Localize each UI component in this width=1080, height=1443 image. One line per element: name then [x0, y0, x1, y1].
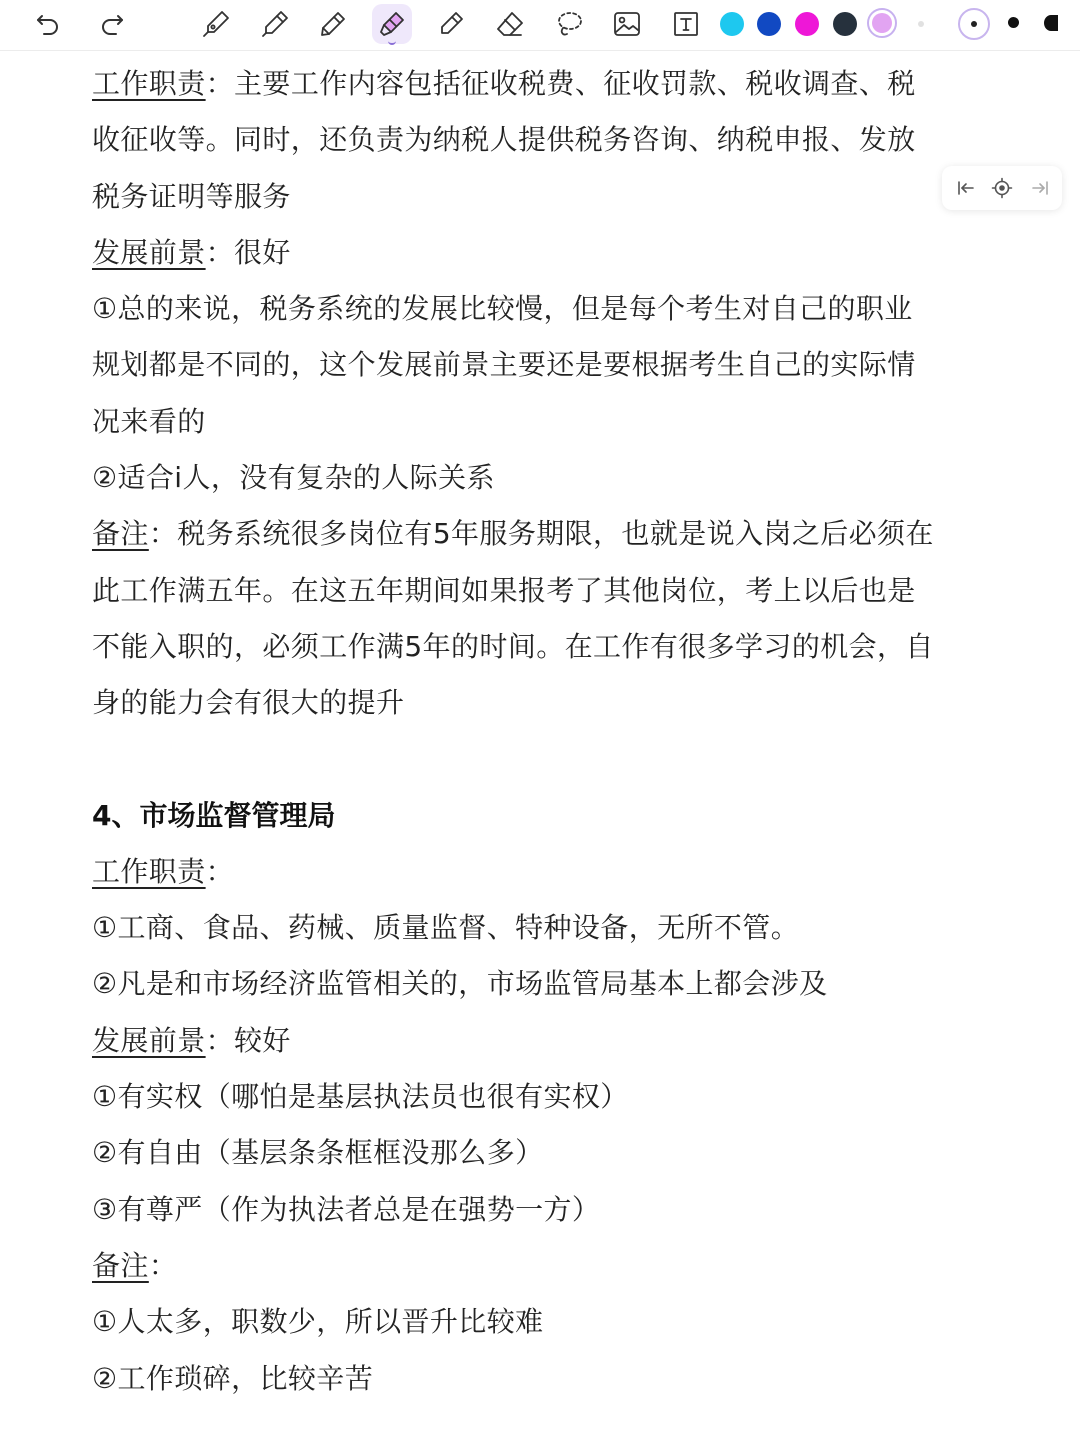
label-separator: ： [148, 517, 178, 551]
duty-paragraph-line: 收征收等。同时，还负责为纳税人提供税务咨询、纳税申报、发放 [92, 123, 916, 157]
locate-icon[interactable] [988, 174, 1016, 202]
section-heading: 4、市场监督管理局 [92, 798, 336, 832]
active-tool-indicator [388, 41, 396, 45]
note-item-line: ②工作琐碎，比较辛苦 [92, 1361, 374, 1395]
note-label: 备注 [92, 517, 149, 551]
outlook-label: 发展前景 [92, 235, 206, 269]
undo-icon[interactable] [28, 4, 68, 44]
note-line [92, 1238, 992, 1294]
note-paragraph-line: 不能入职的，必须工作满5年的时间。在工作有很多学习的机会，自 [92, 629, 934, 663]
highlighter-icon[interactable] [372, 4, 412, 44]
label-separator: ： [205, 235, 235, 269]
eraser-icon[interactable] [490, 4, 530, 44]
note-text: 税务系统很多岗位有5年服务期限，也就是说入岗之后必须在 [177, 517, 934, 551]
lasso-icon[interactable] [549, 4, 589, 44]
duty-paragraph-line: 税务证明等服务 [92, 179, 291, 213]
redo-icon[interactable] [92, 4, 132, 44]
blank-line [92, 732, 992, 788]
duty-label: 工作职责 [92, 67, 206, 100]
duty-label: 工作职责 [92, 854, 206, 888]
color-swatch-dark[interactable] [833, 12, 857, 36]
duty-item-line: ②凡是和市场经济监管相关的，市场监管局基本上都会涉及 [92, 967, 828, 1001]
label-separator: ： [205, 67, 235, 100]
outlook-item-line: ②有自由（基层条条框框没那么多） [92, 1136, 544, 1170]
fountain-pen-icon[interactable] [196, 4, 236, 44]
stroke-size-small[interactable] [958, 8, 990, 40]
color-swatch-magenta[interactable] [795, 12, 819, 36]
note-label: 备注 [92, 1248, 149, 1282]
add-color-dot[interactable] [918, 21, 924, 27]
color-swatch-blue[interactable] [757, 12, 781, 36]
outlook-line [92, 1013, 992, 1069]
outlook-value: 较好 [234, 1023, 291, 1057]
outlook-line [92, 225, 992, 281]
duty-text: 主要工作内容包括征收税费、征收罚款、税收调查、税 [234, 67, 916, 100]
label-separator: ： [205, 1023, 235, 1057]
image-icon[interactable] [607, 4, 647, 44]
label-separator: ： [205, 854, 235, 888]
label-separator: ： [148, 1248, 178, 1282]
drawing-toolbar [0, 0, 1080, 51]
outlook-item-line: ③有尊严（作为执法者总是在强势一方） [92, 1192, 601, 1226]
outlook-item-line: ②适合i人，没有复杂的人际关系 [92, 461, 495, 495]
outlook-label: 发展前景 [92, 1023, 206, 1057]
color-swatch-cyan[interactable] [720, 12, 744, 36]
expand-right-icon[interactable] [1026, 174, 1054, 202]
duty-item-line: ①工商、食品、药械、质量监督、特种设备，无所不管。 [92, 911, 800, 945]
note-paragraph-line: 此工作满五年。在这五年期间如果报考了其他岗位，考上以后也是 [92, 573, 916, 607]
note-paragraph-line: 身的能力会有很大的提升 [92, 686, 405, 720]
outlook-item-line: 况来看的 [92, 404, 206, 438]
note-item-line: ①人太多，职数少，所以晋升比较难 [92, 1305, 544, 1339]
marker-icon[interactable] [431, 4, 471, 44]
outlook-item-line: ①有实权（哪怕是基层执法员也很有实权） [92, 1080, 629, 1114]
color-swatch-lavender[interactable] [867, 8, 897, 38]
outlook-item-line: 规划都是不同的，这个发展前景主要还是要根据考生自己的实际情 [92, 348, 916, 382]
stroke-size-large[interactable] [1044, 15, 1058, 31]
stroke-size-medium[interactable] [1008, 17, 1019, 28]
duty-paragraph-line [92, 56, 992, 112]
outlook-value: 很好 [234, 235, 291, 269]
note-paragraph-line [92, 506, 992, 562]
outlook-item-line: ①总的来说，税务系统的发展比较慢，但是每个考生对自己的职业 [92, 292, 913, 326]
ballpoint-pen-icon[interactable] [255, 4, 295, 44]
text-box-icon[interactable] [666, 4, 706, 44]
pencil-icon[interactable] [313, 4, 353, 44]
note-document [92, 56, 992, 1407]
duty-line [92, 844, 992, 900]
